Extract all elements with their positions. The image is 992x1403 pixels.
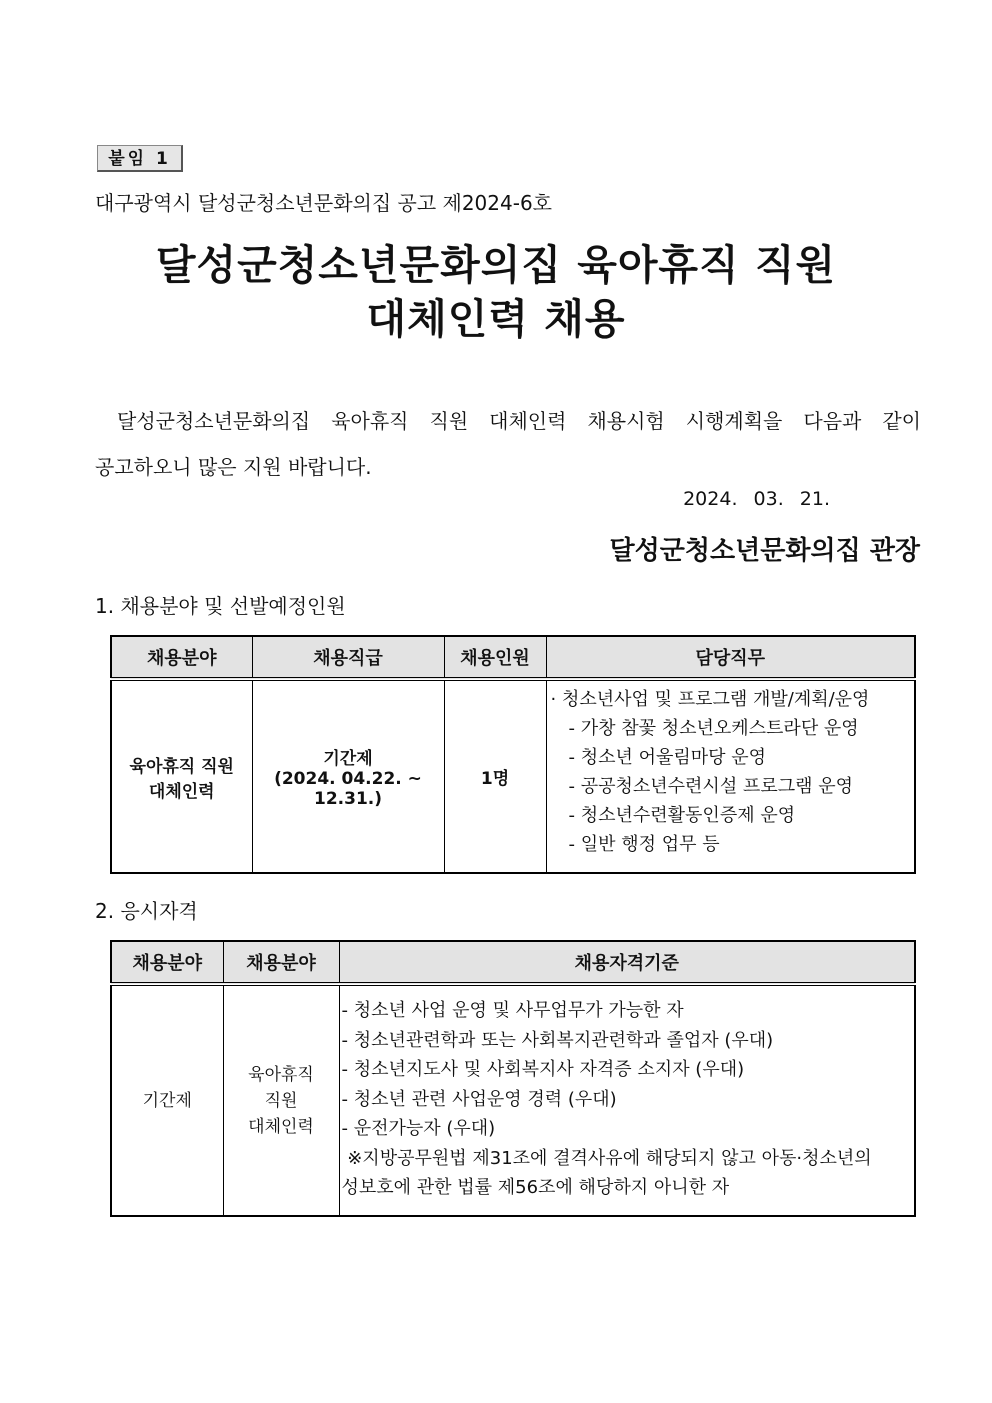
field-line: 육아휴직 xyxy=(248,1064,314,1085)
field-line: 대체인력 xyxy=(148,781,215,802)
attachment-label: 붙임 1 xyxy=(97,145,183,172)
duty-item: - 공공청소년수련시설 프로그램 운영 xyxy=(568,776,853,797)
qualification-table xyxy=(110,940,916,1217)
notice-date: 2024. 03. 21. xyxy=(683,488,830,510)
table-header-row xyxy=(111,636,915,679)
section2-heading: 2. 응시자격 xyxy=(95,899,198,923)
intro-paragraph xyxy=(95,398,921,490)
duty-item: · 청소년사업 및 프로그램 개발/계획/운영 xyxy=(550,689,870,710)
count-cell: 1명 xyxy=(444,679,546,873)
field-cell xyxy=(223,984,339,1216)
page-title-line2: 대체인력 채용 xyxy=(366,295,626,343)
table-row xyxy=(111,984,915,1216)
recruitment-table xyxy=(110,635,916,874)
notice-number: 대구광역시 달성군청소년문화의집 공고 제2024-6호 xyxy=(95,191,552,215)
header-cell: 채용분야 xyxy=(223,941,339,984)
field-line: 육아휴직 직원 xyxy=(129,756,234,777)
table-row xyxy=(111,679,915,873)
grade-cell xyxy=(252,679,444,873)
criteria-note: 성보호에 관한 법률 제56조에 해당하지 아니한 자 xyxy=(341,1177,730,1198)
field-line: 직원 xyxy=(264,1090,298,1111)
duty-item: - 가창 참꽃 청소년오케스트라단 운영 xyxy=(568,718,859,739)
criteria-item: - 청소년지도사 및 사회복지사 자격증 소지자 (우대) xyxy=(341,1059,745,1080)
duty-item: - 청소년 어울림마당 운영 xyxy=(568,747,767,768)
grade-line: 기간제 xyxy=(323,749,373,769)
header-cell: 채용직급 xyxy=(252,636,444,679)
section1-heading: 1. 채용분야 및 선발예정인원 xyxy=(95,594,346,618)
field-line: 대체인력 xyxy=(248,1116,314,1137)
duty-item: - 청소년수련활동인증제 운영 xyxy=(568,805,796,826)
intro-line1: 달성군청소년문화의집 육아휴직 직원 대체인력 채용시험 시행계획을 다음과 같이 xyxy=(117,409,921,433)
criteria-cell xyxy=(339,984,915,1216)
criteria-item: - 청소년 사업 운영 및 사무업무가 가능한 자 xyxy=(341,1000,684,1021)
duties-cell xyxy=(546,679,915,873)
intro-line2: 공고하오니 많은 지원 바랍니다. xyxy=(95,455,372,479)
header-cell: 담당직무 xyxy=(546,636,915,679)
header-cell: 채용인원 xyxy=(444,636,546,679)
duty-item: - 일반 행정 업무 등 xyxy=(568,834,720,855)
header-cell: 채용분야 xyxy=(111,636,252,679)
criteria-note: ※지방공무원법 제31조에 결격사유에 해당되지 않고 아동·청소년의 xyxy=(341,1147,872,1169)
signer: 달성군청소년문화의집 관장 xyxy=(609,536,920,566)
criteria-item: - 청소년 관련 사업운영 경력 (우대) xyxy=(341,1088,617,1110)
criteria-item: - 운전가능자 (우대) xyxy=(341,1118,496,1139)
header-cell: 채용자격기준 xyxy=(339,941,915,984)
type-cell: 기간제 xyxy=(111,984,223,1216)
criteria-item: - 청소년관련학과 또는 사회복지관련학과 졸업자 (우대) xyxy=(341,1029,774,1051)
page-title-line1: 달성군청소년문화의집 육아휴직 직원 xyxy=(155,241,837,289)
header-cell: 채용분야 xyxy=(111,941,223,984)
grade-period: (2024. 04.22. ~ 12.31.) xyxy=(274,769,422,809)
table-header-row xyxy=(111,941,915,984)
field-cell xyxy=(111,679,252,873)
